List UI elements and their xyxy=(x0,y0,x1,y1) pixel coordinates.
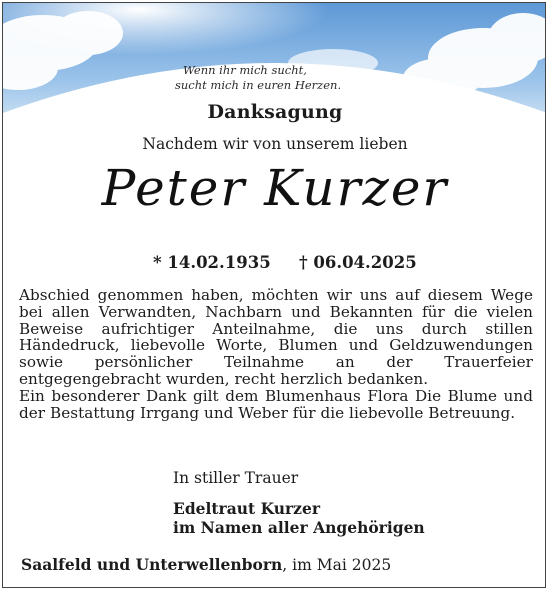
date: , im Mai 2025 xyxy=(282,556,392,574)
paragraph: Abschied genommen haben, möchten wir uns auf diesem Wege bei allen Verwandten, Nachbarn und Bekannten für die vielen Beweise aufrichtiger Anteilnahme, die uns durch stillen Händedruck, liebevolle Worte, Blumen und Geldzuwendungen sowie persönlicher Teilnahme an der Trauerfeier entgegengebracht wurden, recht herzlich bedanken. xyxy=(19,286,533,388)
place-date-line xyxy=(21,555,391,574)
death-date: † 06.04.2025 xyxy=(299,253,417,272)
place: Saalfeld und Unterwellenborn xyxy=(21,555,283,574)
signature-block xyxy=(173,499,425,537)
deceased-name: Peter Kurzer xyxy=(101,159,449,217)
intro-text: Nachdem wir von unserem lieben xyxy=(142,135,408,153)
motto-line-1: Wenn ihr mich sucht, xyxy=(183,63,307,77)
closing-phrase: In stiller Trauer xyxy=(173,469,299,487)
motto-line-2: sucht mich in euren Herzen. xyxy=(175,78,342,92)
paragraph: Ein besonderer Dank gilt dem Blumenhaus Flora Die Blume und der Bestattung Irrgang und Weber für die liebevolle Betreuung. xyxy=(19,386,533,422)
birth-date: * 14.02.1935 xyxy=(153,253,271,272)
motto-quote xyxy=(153,63,403,93)
thank-you-text xyxy=(19,287,533,421)
heading: Danksagung xyxy=(207,101,343,123)
signer-name: Edeltraut Kurzer xyxy=(173,499,320,518)
obituary-card xyxy=(2,2,546,588)
signer-relatives: im Namen aller Angehörigen xyxy=(173,518,425,537)
